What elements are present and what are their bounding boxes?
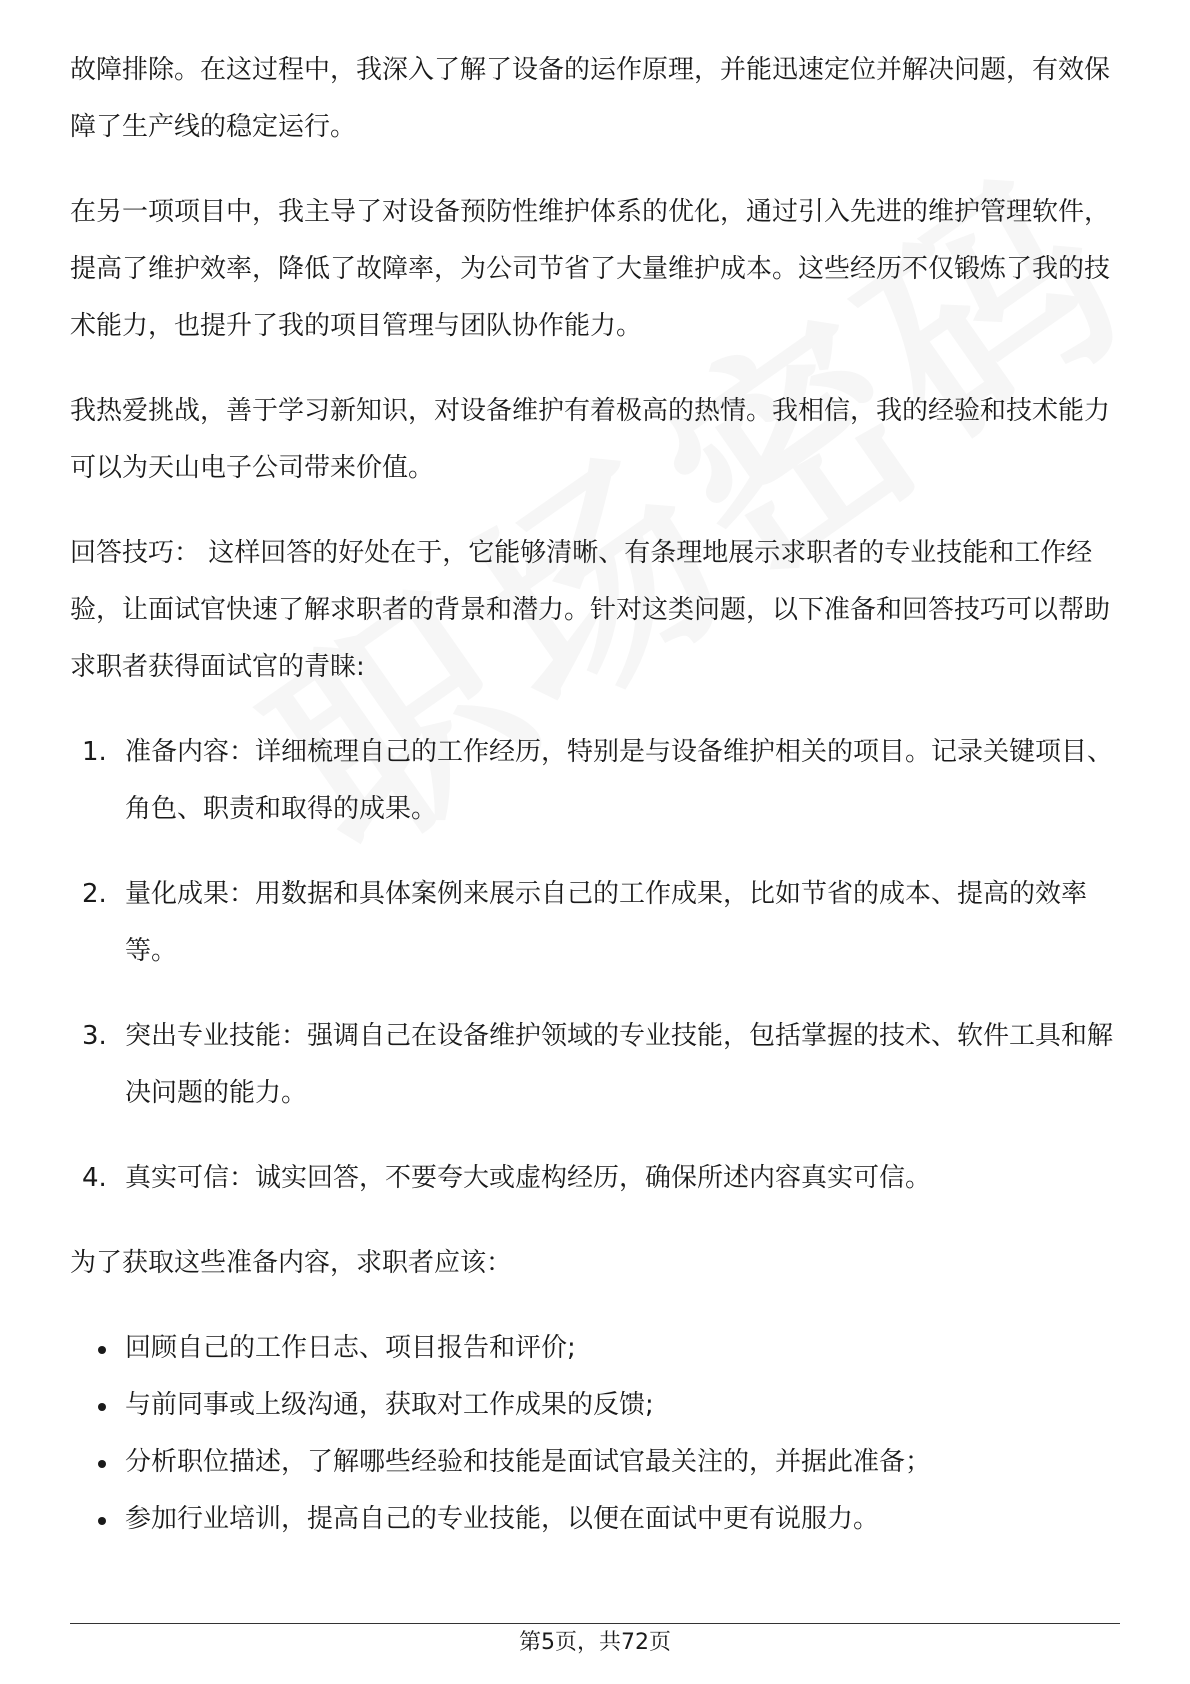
list-item-text: 量化成果：用数据和具体案例来展示自己的工作成果，比如节省的成本、提高的效率等。 <box>125 879 1088 966</box>
list-item <box>70 1008 1130 1122</box>
list-item-text: 突出专业技能：强调自己在设备维护领域的专业技能，包括掌握的技术、软件工具和解决问题的能力。 <box>125 1021 1114 1108</box>
paragraph-1: 故障排除。在这过程中，我深入了解了设备的运作原理，并能迅速定位并解决问题，有效保障了生产线的稳定运行。 <box>70 55 1111 142</box>
bullet-text: 参加行业培训，提高自己的专业技能，以便在面试中更有说服力。 <box>125 1504 880 1534</box>
list-item <box>70 866 1130 980</box>
paragraph-2: 在另一项项目中，我主导了对设备预防性维护体系的优化，通过引入先进的维护管理软件，提高了维护效率，降低了故障率，为公司节省了大量维护成本。这些经历不仅锻炼了我的技术能力，也提升了我的项目管理与团队协作能力。 <box>70 197 1111 341</box>
answer-tips-paragraph: 回答技巧： 这样回答的好处在于，它能够清晰、有条理地展示求职者的专业技能和工作经验，让面试官快速了解求职者的背景和潜力。针对这类问题，以下准备和回答技巧可以帮助求职者获得面试官的青睐: <box>70 538 1111 682</box>
bullet-text: 回顾自己的工作日志、项目报告和评价; <box>125 1333 576 1363</box>
tips-list <box>70 724 1130 1207</box>
prep-bullet-list <box>70 1320 1130 1548</box>
page-number: 第5页，共72页 <box>519 1630 671 1655</box>
bullet-dot-icon <box>98 1460 106 1468</box>
list-item <box>70 724 1130 838</box>
footer-divider <box>70 1623 1120 1624</box>
list-number: 2. <box>82 879 107 909</box>
bullet-dot-icon <box>98 1403 106 1411</box>
bullet-item <box>70 1491 1130 1548</box>
list-number: 1. <box>82 737 107 767</box>
bullet-item <box>70 1434 1130 1491</box>
bullet-item <box>70 1320 1130 1377</box>
list-item-text: 真实可信：诚实回答，不要夸大或虚构经历，确保所述内容真实可信。 <box>125 1163 932 1193</box>
list-item <box>70 1150 1130 1207</box>
bullet-text: 分析职位描述，了解哪些经验和技能是面试官最关注的，并据此准备； <box>125 1447 932 1477</box>
bullet-dot-icon <box>98 1346 106 1354</box>
list-number: 3. <box>82 1021 107 1051</box>
prep-intro: 为了获取这些准备内容，求职者应该： <box>70 1248 513 1278</box>
paragraph-3: 我热爱挑战，善于学习新知识，对设备维护有着极高的热情。我相信，我的经验和技术能力可以为天山电子公司带来价值。 <box>70 396 1111 483</box>
bullet-item <box>70 1377 1130 1434</box>
list-item-text: 准备内容：详细梳理自己的工作经历，特别是与设备维护相关的项目。记录关键项目、角色、职责和取得的成果。 <box>125 737 1114 824</box>
document-body <box>70 42 1130 1548</box>
list-number: 4. <box>82 1163 107 1193</box>
bullet-text: 与前同事或上级沟通，获取对工作成果的反馈; <box>125 1390 654 1420</box>
bullet-dot-icon <box>98 1517 106 1525</box>
